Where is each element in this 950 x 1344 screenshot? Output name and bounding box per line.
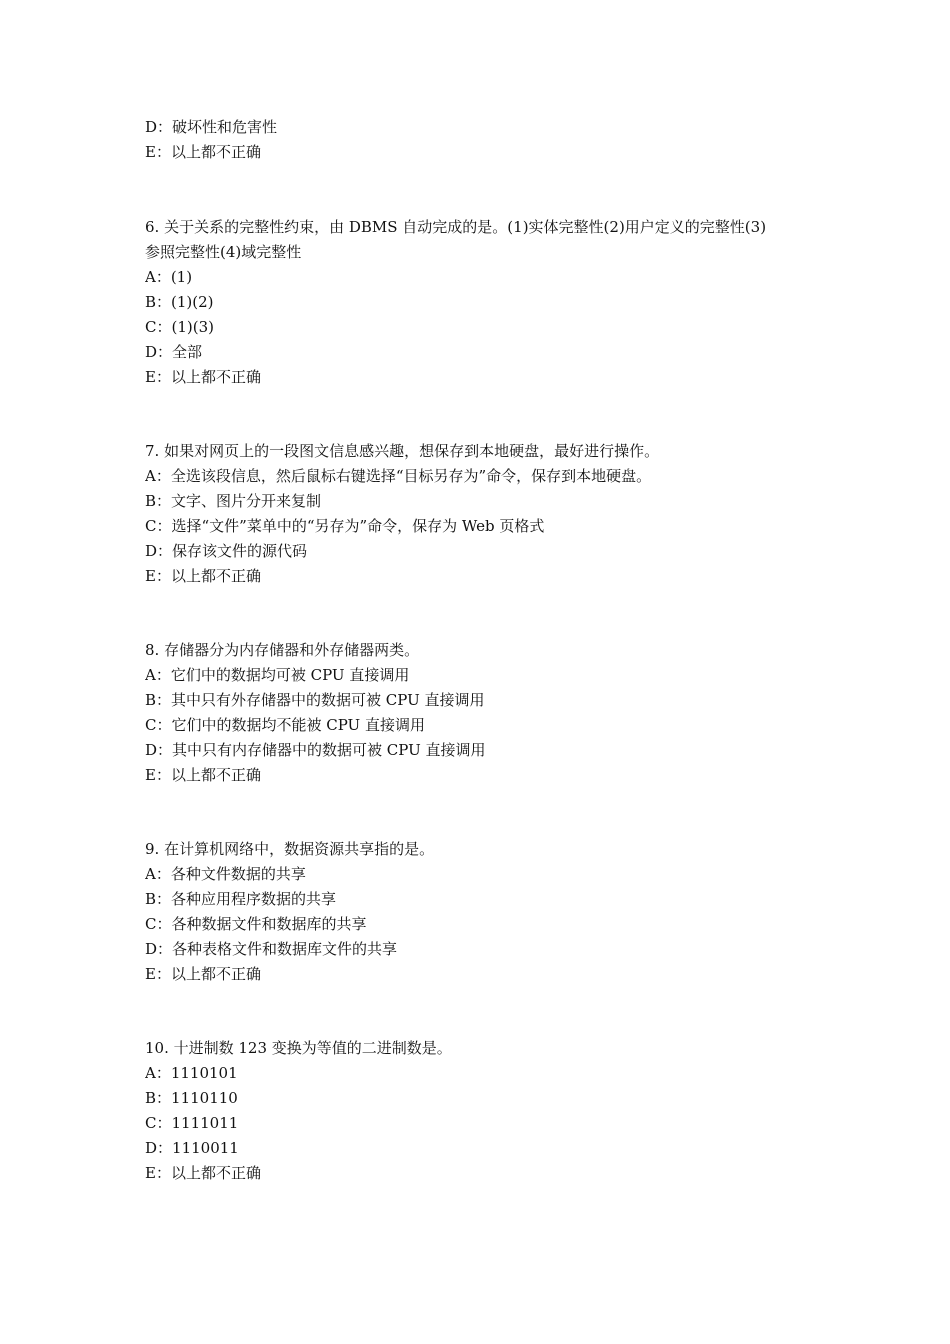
option-d: D：其中只有内存储器中的数据可被 CPU 直接调用 [145, 741, 486, 759]
option-c: C：1111011 [145, 1114, 239, 1132]
question-7 [145, 439, 825, 589]
question-stem: 10. 十进制数 123 变换为等值的二进制数是。 [145, 1039, 452, 1057]
option-d: D：1110011 [145, 1139, 239, 1157]
option-c: C：各种数据文件和数据库的共享 [145, 915, 367, 933]
question-stem: 参照完整性(4)域完整性 [145, 243, 302, 261]
option-b: B：(1)(2) [145, 293, 214, 311]
option-a: A：(1) [145, 268, 193, 286]
question-stem: 9. 在计算机网络中，数据资源共享指的是。 [145, 840, 435, 858]
option-a: A：全选该段信息，然后鼠标右键选择“目标另存为”命令，保存到本地硬盘。 [145, 467, 652, 485]
option-b: B：其中只有外存储器中的数据可被 CPU 直接调用 [145, 691, 485, 709]
option-e: E：以上都不正确 [145, 567, 261, 585]
question-stem: 6. 关于关系的完整性约束，由 DBMS 自动完成的是。(1)实体完整性(2)用户定义的完整性(3) [145, 218, 767, 236]
option-d: D：保存该文件的源代码 [145, 542, 308, 560]
option-e: E：以上都不正确 [145, 965, 261, 983]
option-c: C：选择“文件”菜单中的“另存为”命令，保存为 Web 页格式 [145, 517, 545, 535]
option-d: D：各种表格文件和数据库文件的共享 [145, 940, 398, 958]
option-e: E：以上都不正确 [145, 766, 261, 784]
option-a: A：各种文件数据的共享 [145, 865, 306, 883]
question-9 [145, 837, 825, 987]
option-e: E：以上都不正确 [145, 1164, 261, 1182]
question-stem: 7. 如果对网页上的一段图文信息感兴趣，想保存到本地硬盘，最好进行操作。 [145, 442, 660, 460]
question-stem: 8. 存储器分为内存储器和外存储器两类。 [145, 641, 420, 659]
option-e: E：以上都不正确 [145, 143, 261, 161]
question-10 [145, 1036, 825, 1186]
option-b: B：1110110 [145, 1089, 238, 1107]
question-8 [145, 638, 825, 788]
option-d: D：全部 [145, 343, 203, 361]
question-6 [145, 215, 825, 390]
option-e: E：以上都不正确 [145, 368, 261, 386]
option-b: B：各种应用程序数据的共享 [145, 890, 337, 908]
option-c: C：它们中的数据均不能被 CPU 直接调用 [145, 716, 425, 734]
option-a: A：它们中的数据均可被 CPU 直接调用 [145, 666, 410, 684]
question-fragment [145, 115, 825, 165]
option-c: C：(1)(3) [145, 318, 214, 336]
option-b: B：文字、图片分开来复制 [145, 492, 322, 510]
option-d: D：破坏性和危害性 [145, 118, 278, 136]
option-a: A：1110101 [145, 1064, 238, 1082]
